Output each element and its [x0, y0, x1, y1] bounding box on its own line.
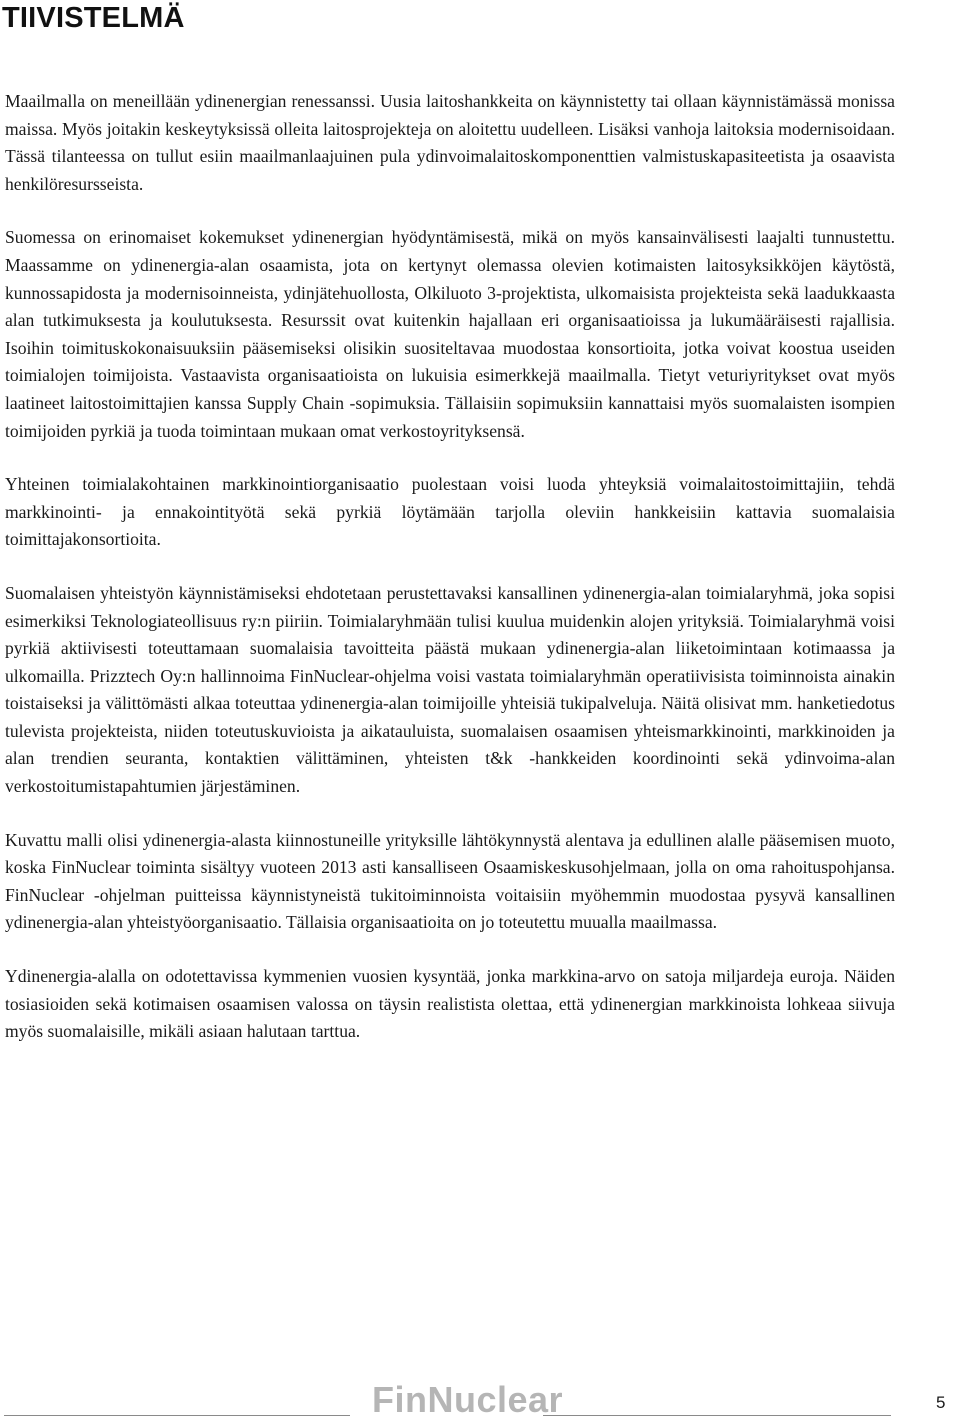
finnuclear-logo: FinNuclear: [372, 1379, 564, 1420]
page-number: 5: [936, 1393, 946, 1412]
paragraph-4: Suomalaisen yhteistyön käynnistämiseksi ehdotetaan perustettavaksi kansallinen ydinenergia-alan toimialaryhmä, joka sopisi esimerkiksi Teknologiateollisuus ry:n piiriin. Toimialaryhmään tulisi kuulua muidenkin alojen yrityksiä. Toimialaryhmä voisi pyrkiä aktiivisesti toteuttamaan suomalaisia tavoitteita päästä mukaan ydinenergia-alan liiketoimintaan kotimaassa ja ulkomailla. Prizztech Oy:n hallinnoima FinNuclear-ohjelma voisi vastata toimialaryhmän operatiivisista toiminnoista ainakin toistaiseksi ja välittömästi alkaa toteuttaa ydinenergia-alan toimijoille yhteisiä tukipalveluja. Näitä olisivat mm. hanketiedotus tulevista projekteista, niiden toteutuskuvioista ja aikatauluista, suomalaisen osaamisen yhteismarkkinointi, markkinoiden ja alan trendien seuranta, kontaktien välittäminen, yhteisten t&k -hankkeiden koordinointi sekä ydinvoima-alan verkostoitumistapahtumien järjestäminen.: [5, 582, 895, 797]
paragraph-5: Kuvattu malli olisi ydinenergia-alasta kiinnostuneille yrityksille lähtökynnystä alentava ja edullinen alalle pääsemisen muoto, koska FinNuclear toiminta sisältyy vuoteen 2013 asti kansalliseen Osaamiskeskusohjelmaan, jolla on oma rahoituspohjansa. FinNuclear -ohjelman puitteissa käynnistyneistä tukitoiminnoista voitaisiin myöhemmin muodostaa pysyvä kansallinen ydinenergia-alan yhteistyöorganisaatio. Tällaisia organisaatioita on jo toteutettu muualla maailmassa.: [5, 829, 895, 933]
paragraph-6: Ydinenergia-alalla on odotettavissa kymmenien vuosien kysyntää, jonka markkina-arvo on satoja miljardeja euroja. Näiden tosiasioiden sekä kotimaisen osaamisen valossa on täysin realistista olettaa, että ydinenergian markkinoista lohkeaa siivuja myös suomalaisille, mikäli asiaan halutaan tarttua.: [5, 966, 895, 1042]
summary-body: [5, 88, 895, 1072]
footer-divider-right: [543, 1415, 891, 1416]
paragraph-2: Suomessa on erinomaiset kokemukset ydinenergian hyödyntämisestä, mikä on myös kansainvälisesti laajalti tunnustettu. Maassamme on ydinenergia-alan osaamista, jota on kertynyt olemassa olevien kotimaisten laitosyksikköjen käytöstä, kunnossapidosta ja modernisoinneista, ydinjätehuollosta, Olkiluoto 3-projektista, ulkomaisista projekteista sekä laadukkaasta alan tutkimuksesta ja koulutuksesta. Resurssit ovat kuitenkin hajallaan eri organisaatioissa ja lukumääräisesti rajallisia. Isoihin toimituskokonaisuuksiin pääsemiseksi olisikin suositeltavaa muodostaa konsortioita, jotka voivat koostua useiden toimialojen toimijoista. Vastaavista organisaatioista on lukuisia esimerkkejä maailmalla. Tietyt veturiyritykset ovat myös laatineet laitostoimittajien kanssa Supply Chain -sopimuksia. Tällaisiin sopimuksiin kannattaisi myös suomalaisten isompien toimijoiden pyrkiä ja tuoda toimintaan mukaan omat verkostoyrityksensä.: [5, 227, 895, 441]
page-title: TIIVISTELMÄ: [2, 2, 185, 34]
paragraph-3: Yhteinen toimialakohtainen markkinointiorganisaatio puolestaan voisi luoda yhteyksiä voimalaitostoimittajiin, tehdä markkinointi- ja ennakointityötä sekä pyrkiä löytämään tarjolla oleviin hankkeisiin kattavia suomalaisia toimittajakonsortioita.: [5, 474, 895, 550]
paragraph-1: Maailmalla on meneillään ydinenergian renessanssi. Uusia laitoshankkeita on käynnistetty tai ollaan käynnistämässä monissa maissa. Myös joitakin keskeytyksissä olleita laitosprojekteja on aloitettu uudelleen. Lisäksi vanhoja laitoksia modernisoidaan. Tässä tilanteessa on tullut esiin maailmanlaajuinen pula ydinvoimalaitoskomponenttien valmistuskapasiteetista ja osaavista henkilöresursseista.: [5, 91, 895, 194]
footer-divider-left: [4, 1415, 350, 1416]
